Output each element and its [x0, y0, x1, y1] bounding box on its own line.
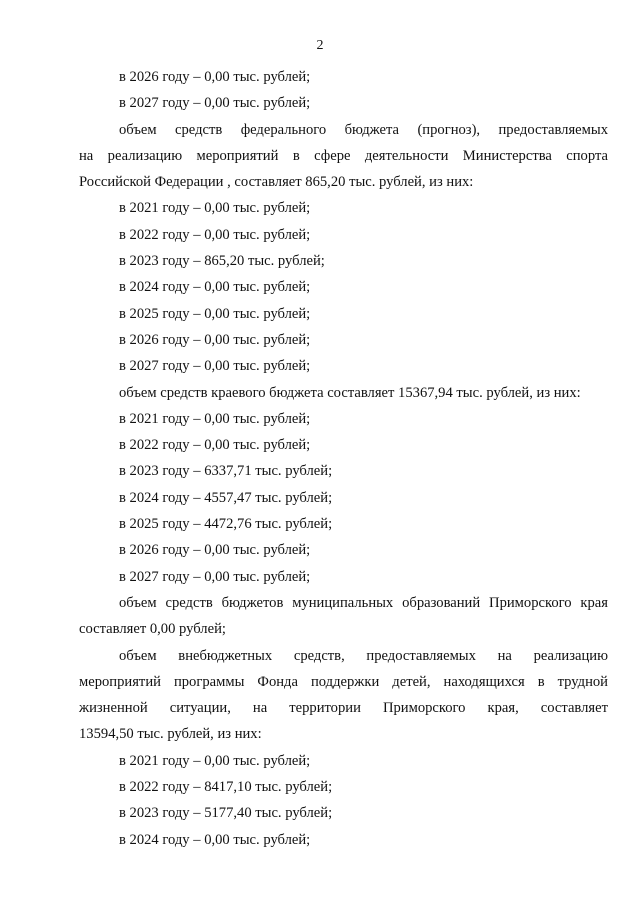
document-body	[79, 64, 608, 853]
text-line: объем средств краевого бюджета составляет 15367,94 тыс. рублей, из них:	[119, 384, 581, 401]
text-line: жизненной ситуации, на территории Приморского края, составляет	[79, 700, 608, 717]
text-line: в 2021 году – 0,00 тыс. рублей;	[119, 410, 311, 427]
text-line: в 2022 году – 8417,10 тыс. рублей;	[119, 779, 333, 796]
text-line: в 2025 году – 4472,76 тыс. рублей;	[119, 516, 333, 533]
text-line: в 2023 году – 5177,40 тыс. рублей;	[119, 805, 333, 822]
text-line: Российской Федерации , составляет 865,20 тыс. рублей, из них:	[79, 174, 474, 191]
text-line: в 2027 году – 0,00 тыс. рублей;	[119, 95, 311, 112]
text-line: в 2023 году – 6337,71 тыс. рублей;	[119, 463, 333, 480]
text-line: в 2026 году – 0,00 тыс. рублей;	[119, 69, 311, 85]
text-line: в 2024 году – 0,00 тыс. рублей;	[119, 279, 311, 296]
text-line: в 2024 году – 4557,47 тыс. рублей;	[119, 489, 333, 506]
text-line: в 2022 году – 0,00 тыс. рублей;	[119, 226, 311, 243]
text-line: в 2021 году – 0,00 тыс. рублей;	[119, 752, 311, 769]
text-line: в 2021 году – 0,00 тыс. рублей;	[119, 200, 311, 217]
text-line: в 2025 году – 0,00 тыс. рублей;	[119, 305, 311, 322]
page-number: 2	[316, 38, 324, 53]
text-line: объем внебюджетных средств, предоставляемых на реализацию	[119, 647, 608, 664]
text-line: 13594,50 тыс. рублей, из них:	[79, 726, 262, 743]
text-line: на реализацию мероприятий в сфере деятельности Министерства спорта	[79, 147, 608, 164]
text-line: объем средств бюджетов муниципальных образований Приморского края	[119, 594, 608, 611]
text-line: объем средств федерального бюджета (прогноз), предоставляемых	[119, 121, 608, 138]
text-line: в 2026 году – 0,00 тыс. рублей;	[119, 331, 311, 348]
text-line: составляет 0,00 рублей;	[79, 621, 226, 638]
text-line: в 2027 году – 0,00 тыс. рублей;	[119, 358, 311, 375]
text-line: в 2026 году – 0,00 тыс. рублей;	[119, 542, 311, 559]
text-line: в 2027 году – 0,00 тыс. рублей;	[119, 568, 311, 585]
text-line: в 2022 году – 0,00 тыс. рублей;	[119, 437, 311, 454]
text-line: мероприятий программы Фонда поддержки детей, находящихся в трудной	[79, 673, 608, 690]
text-line: в 2023 году – 865,20 тыс. рублей;	[119, 253, 325, 270]
text-line: в 2024 году – 0,00 тыс. рублей;	[119, 831, 311, 848]
